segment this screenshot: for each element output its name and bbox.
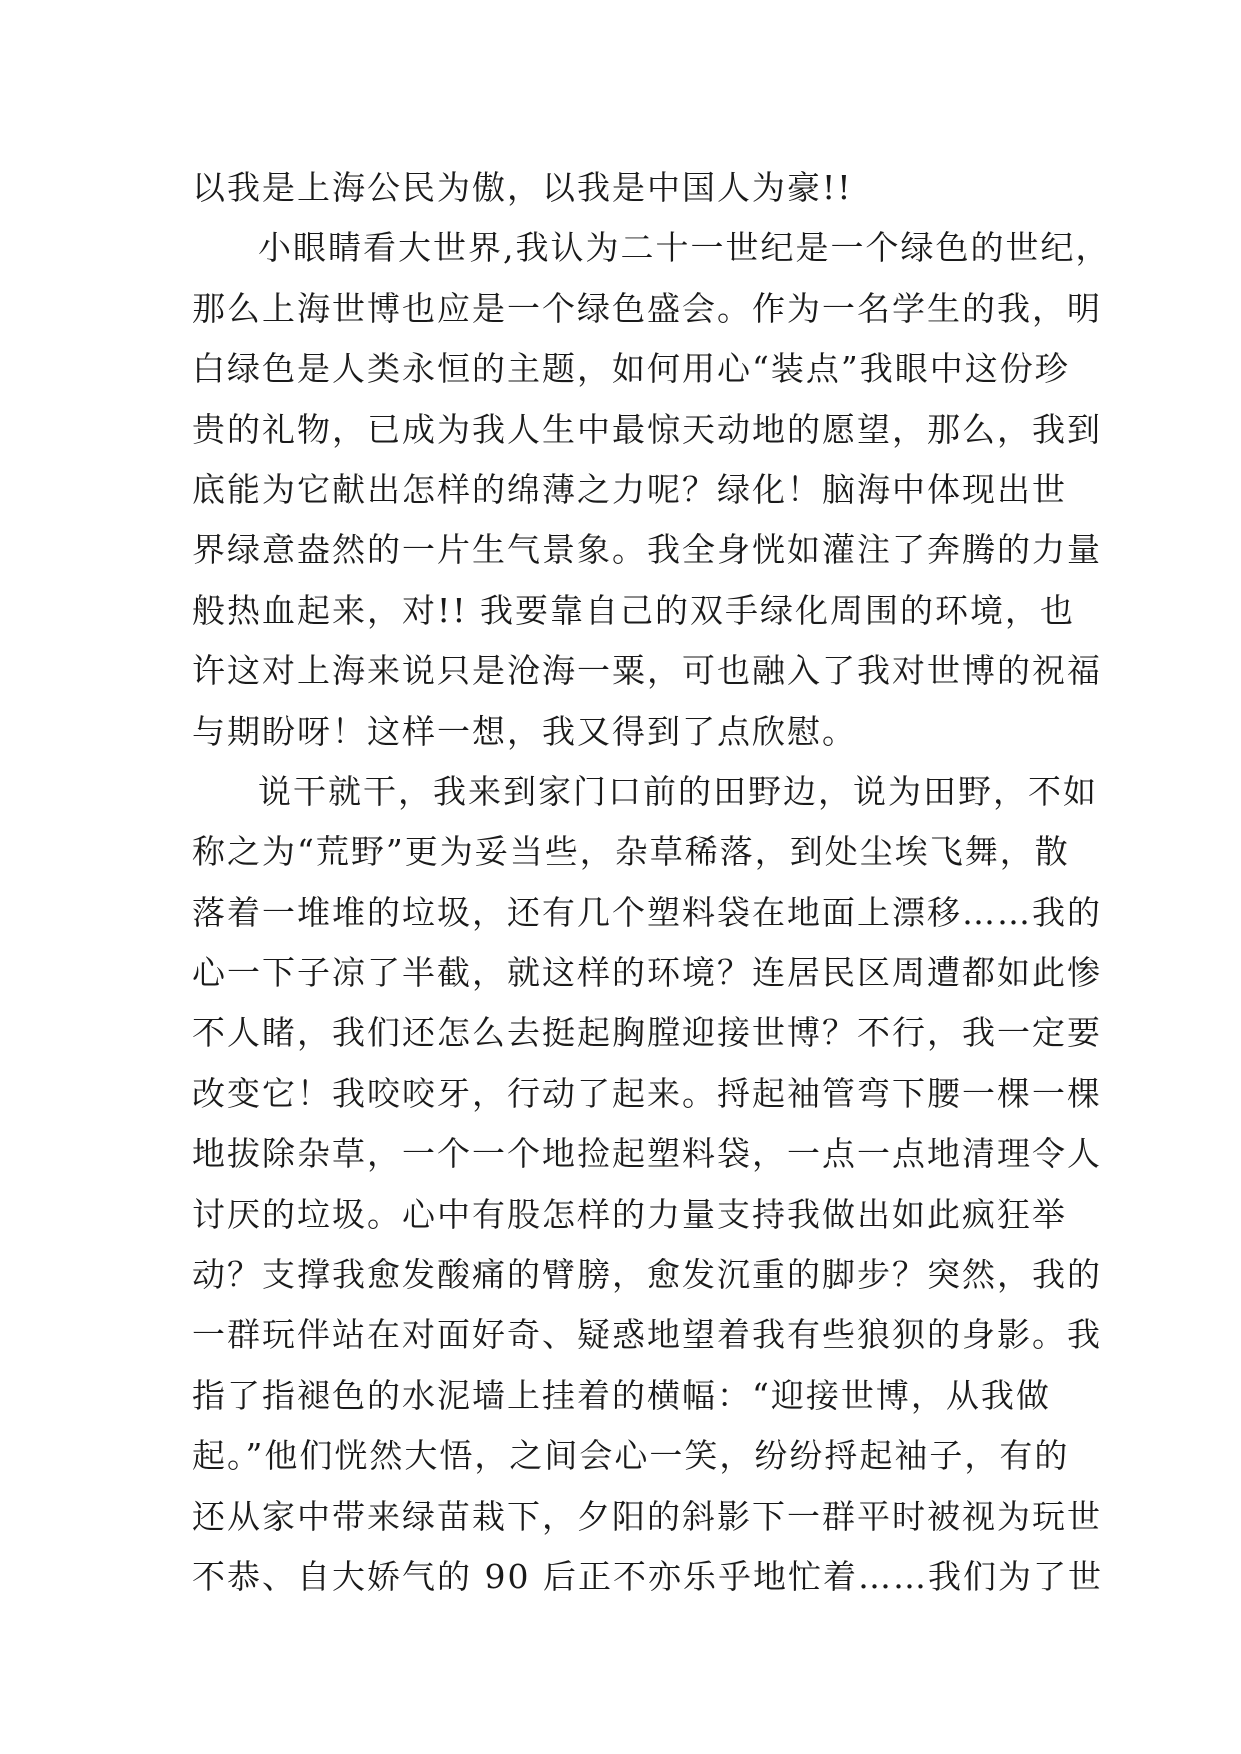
text-line: 还从家中带来绿苗栽下，夕阳的斜影下一群平时被视为玩世 xyxy=(192,1496,1102,1536)
text-line: 落着一堆堆的垃圾，还有几个塑料袋在地面上漂移……我的 xyxy=(192,892,1102,932)
text-line: 那么上海世博也应是一个绿色盛会。作为一名学生的我，明 xyxy=(192,288,1102,328)
text-line: 以我是上海公民为傲，以我是中国人为豪!! xyxy=(192,168,853,207)
text-line: 不人睹，我们还怎么去挺起胸膛迎接世博？不行，我一定要 xyxy=(192,1013,1102,1053)
text-line: 底能为它献出怎样的绵薄之力呢？绿化！脑海中体现出世 xyxy=(192,469,1067,509)
essay-body xyxy=(192,158,1111,1607)
text-line: 白绿色是人类永恒的主题，如何用心“装点”我眼中这份珍 xyxy=(192,349,1070,389)
text-line: 心一下子凉了半截，就这样的环境？连居民区周遭都如此惨 xyxy=(192,953,1102,993)
text-line: 动？支撑我愈发酸痛的臂膀，愈发沉重的脚步？突然，我的 xyxy=(192,1255,1102,1295)
text-line: 与期盼呀！这样一想，我又得到了点欣慰。 xyxy=(192,711,857,751)
text-line: 地拔除杂草，一个一个地捡起塑料袋，一点一点地清理令人 xyxy=(192,1134,1102,1174)
text-line: 指了指褪色的水泥墙上挂着的横幅：“迎接世博，从我做 xyxy=(192,1375,1051,1415)
text-line: 许这对上海来说只是沧海一粟，可也融入了我对世博的祝福 xyxy=(192,651,1102,691)
text-line: 起。”他们恍然大悟，之间会心一笑，纷纷捋起袖子，有的 xyxy=(192,1436,1070,1476)
text-line: 般热血起来，对!! 我要靠自己的双手绿化周围的环境，也 xyxy=(192,590,1076,630)
text-line: 不恭、自大娇气的 90 后正不亦乐乎地忙着……我们为了世 xyxy=(192,1556,1103,1596)
text-line: 界绿意盎然的一片生气景象。我全身恍如灌注了奔腾的力量 xyxy=(192,530,1102,570)
text-line: 小眼睛看大世界,我认为二十一世纪是一个绿色的世纪， xyxy=(258,228,1111,268)
text-line: 改变它！我咬咬牙，行动了起来。捋起袖管弯下腰一棵一棵 xyxy=(192,1073,1102,1113)
text-line: 讨厌的垃圾。心中有股怎样的力量支持我做出如此疯狂举 xyxy=(192,1194,1067,1234)
text-line: 贵的礼物，已成为我人生中最惊天动地的愿望，那么，我到 xyxy=(192,409,1102,449)
text-line: 称之为“荒野”更为妥当些，杂草稀落，到处尘埃飞舞，散 xyxy=(192,832,1070,872)
text-line: 一群玩伴站在对面好奇、疑惑地望着我有些狼狈的身影。我 xyxy=(192,1315,1102,1355)
text-line: 说干就干，我来到家门口前的田野边，说为田野，不如 xyxy=(258,771,1098,811)
